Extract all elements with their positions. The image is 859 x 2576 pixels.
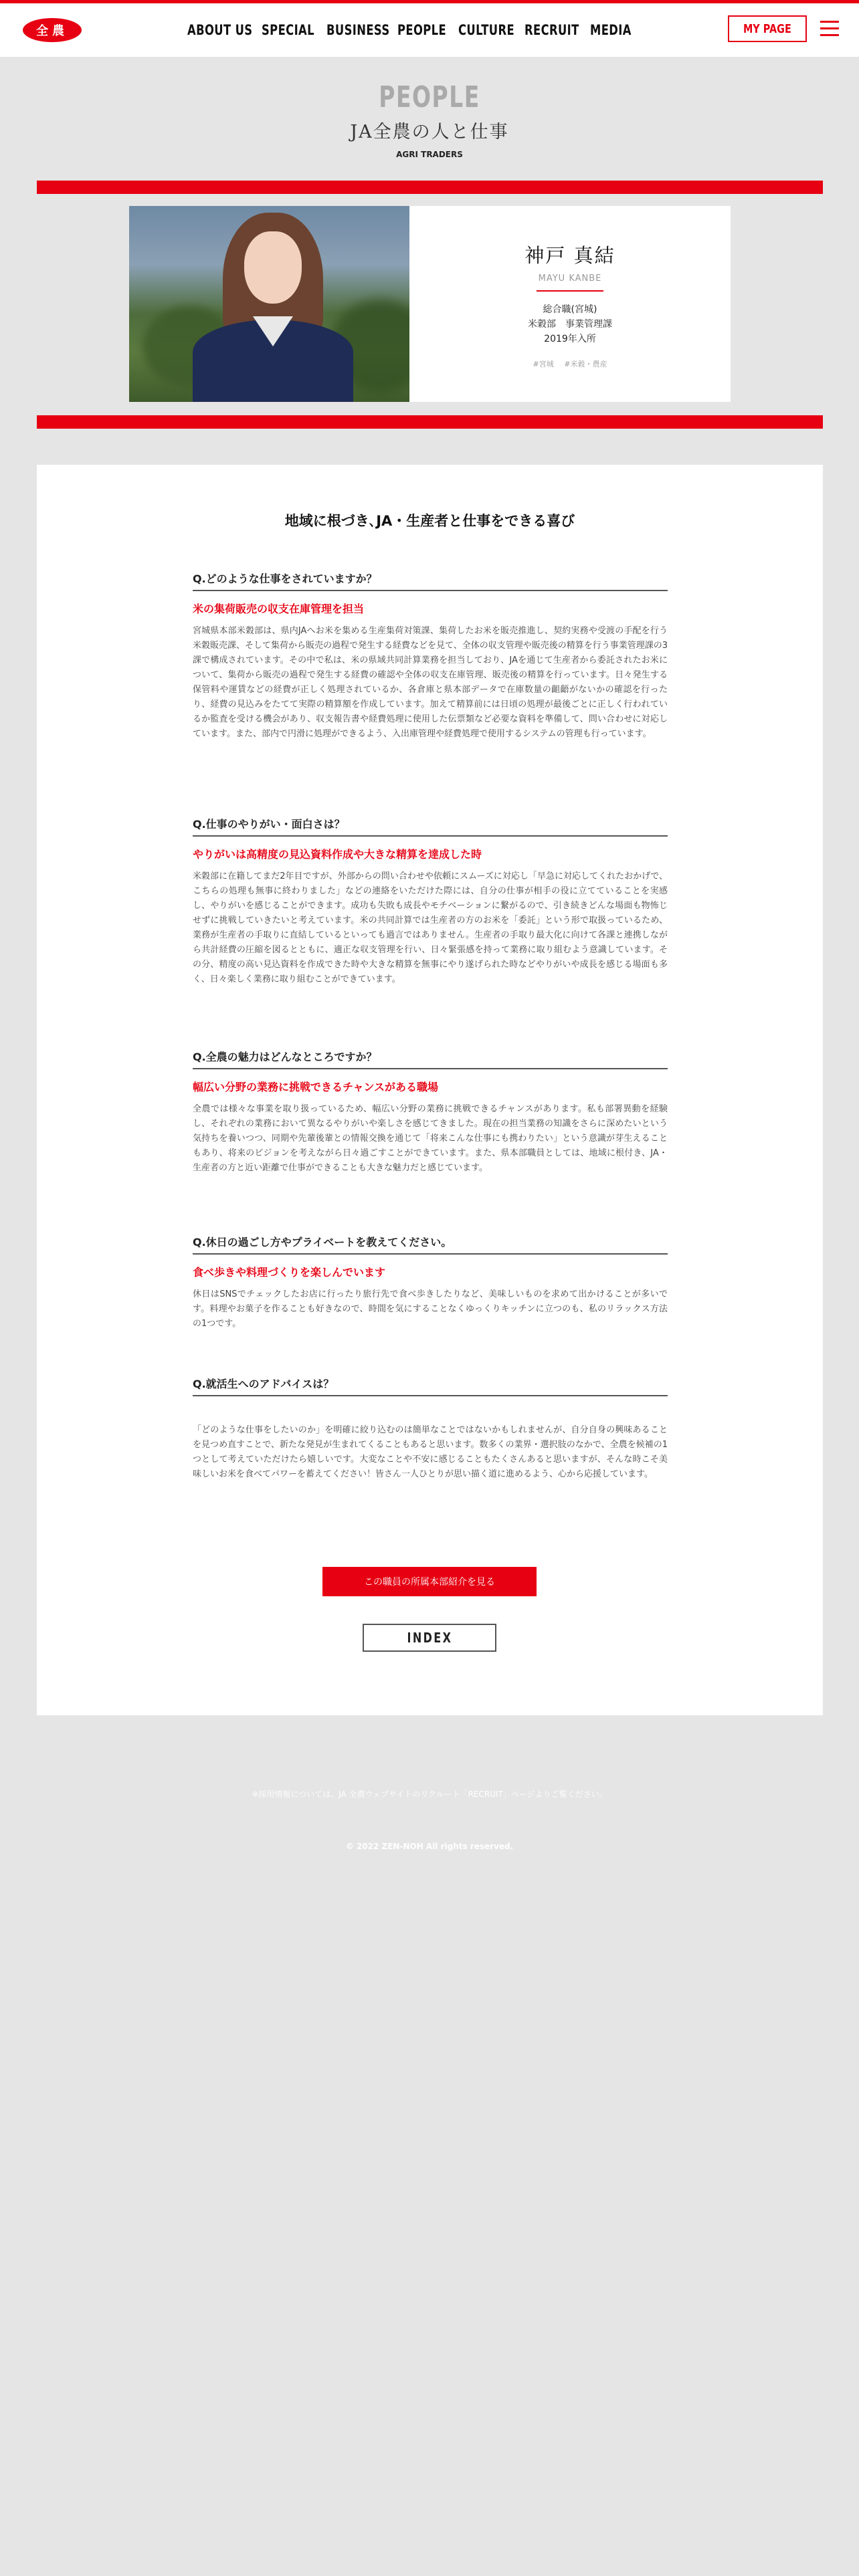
nav-recruit[interactable]: RECRUIT <box>524 22 579 38</box>
question-5: Q.就活生へのアドバイスは？ <box>193 1376 668 1396</box>
page-title-jp: JA全農の人と仕事 <box>350 122 509 142</box>
staff-name: 神戸 真結 <box>524 244 615 267</box>
page-heading <box>0 80 859 159</box>
mypage-label: MY PAGE <box>743 21 791 36</box>
answer-body-5: 「どのような仕事をしたいのか」を明確に絞り込むのは簡単なことではないかもしれませんが、自分自身の興味あることを見つめ直すことで、新たな発見が生まれてくることもあると思います。数多くの業界・選択肢のなかで、全農を候補の1つとして考えていただけたら嬉しいです。大変なことや不安に感じることもたくさんあると思いますが、そんな時こそ美味しいお米を食べてパワーを蓄えてください！皆さん一人ひとりが思い描く道に進めるよう、心から応援しています。 <box>193 1425 668 1479</box>
staff-department: 米穀部 事業管理課 <box>528 319 612 330</box>
question-3: Q.全農の魅力はどんなところですか？ <box>193 1049 668 1069</box>
index-label: INDEX <box>407 1630 452 1646</box>
tag-miyagi[interactable]: #宮城 <box>533 360 554 368</box>
answer-heading-4: 食べ歩きや料理づくりを楽しんでいます <box>193 1266 386 1279</box>
page-subtitle: AGRI TRADERS <box>396 150 463 159</box>
answer-body-1: 宮城県本部米穀部は、県内JAへお米を集める生産集荷対策課、集荷したお米を販売推進し、契約実務や受渡の手配を行う米穀販売課、そして集荷から販売の過程で発生する経費などを見て、全体の収支管理や販売後の精算を行う事業管理課の3課で構成されています。その中で私は、米の県域共同計算業務を担当しており、JAを通じて生産者から委託されたお米について、集荷から販売の過程で発生する経費の確認や全体の収支在庫管理、販売後の精算を行っています。日々発生する保管料や運賃などの経費が正しく処理されているか、各倉庫と県本部データで在庫数量の齟齬がないかの確認を行ったり、経費の見込みをたてて実際の精算額を作成しています。加えて精算前には日頃の処理が最後ごとに正しく行われているか監査を受ける機会があり、収支報告書や経費処理に使用した伝票類など必要な資料を準備して、問い合わせに対応しています。また、部内で円滑に処理ができるよう、入出庫管理や経費処理で使用するシステムの管理も行っています。 <box>193 626 668 739</box>
global-nav <box>187 22 644 42</box>
answer-body-2: 米穀部に在籍してまだ2年目ですが、外部からの問い合わせや依頼にスムーズに対応し「早急に対応してくれたおかげで、こちらの処理も無事に終わりました」などの連絡をいただけた際には、自分の仕事が相手の役に立てていることを実感し、やりがいを感じることができます。成功も失敗も成長やモチベーションに繋がるので、引き続きどんな場面も物怖じせずに挑戦していきたいと考えています。米の共同計算では生産者の方のお米を「委託」という形で取扱っているため、業務が生産者の手取りに直結しているといっても過言ではありません。生産者の手取り最大化に向けて各課と連携しながら共計経費の圧縮を図るとともに、適正な収支管理を行い、日々緊張感を持って業務に取り組むよう意識しています。その分、精度の高い見込資料を作成できた時や大きな精算を無事にやり遂げられた時などやりがいや成長を感じる場面も多く、日々楽しく業務に取り組むことができています。 <box>193 871 668 984</box>
index-button[interactable] <box>363 1624 496 1652</box>
staff-tags <box>409 358 731 369</box>
nav-culture[interactable]: CULTURE <box>458 22 515 38</box>
footer-note: ※採用情報については、JA 全農ウェブサイトのリクルート「RECRUIT」ページよりご覧ください。 <box>252 1790 607 1799</box>
page-title-en: PEOPLE <box>379 80 480 114</box>
answer-heading-2: やりがいは高精度の見込資料作成や大きな精算を達成した時 <box>193 848 482 861</box>
zennoh-logo[interactable]: 全農 <box>23 18 82 42</box>
qa-block-2 <box>193 816 668 987</box>
qa-block-5 <box>193 1376 668 1482</box>
nav-people[interactable]: PEOPLE <box>397 22 447 38</box>
nav-special[interactable]: SPECIAL <box>262 22 314 38</box>
qa-block-3 <box>193 1049 668 1176</box>
question-2: Q.仕事のやりがい・面白さは？ <box>193 816 668 837</box>
name-underline <box>537 290 603 292</box>
staff-name-roman: MAYU KANBE <box>538 274 602 284</box>
site-header <box>0 3 859 57</box>
staff-job-type: 総合職(宮城) <box>543 304 597 315</box>
red-band-bottom <box>37 415 823 429</box>
hamburger-menu-icon[interactable] <box>820 21 839 37</box>
interview-content <box>37 465 823 1715</box>
question-4: Q.休日の過ごし方やプライベートを教えてください。 <box>193 1234 668 1255</box>
nav-about-us[interactable]: ABOUT US <box>187 22 253 38</box>
department-intro-button[interactable]: この職員の所属本部紹介を見る <box>322 1567 537 1596</box>
nav-media[interactable]: MEDIA <box>590 22 632 38</box>
profile-card <box>129 206 731 402</box>
question-1: Q.どのような仕事をされていますか？ <box>193 570 668 591</box>
mypage-button[interactable] <box>728 15 807 42</box>
qa-block-1 <box>193 570 668 742</box>
red-band-top <box>37 181 823 194</box>
answer-heading-1: 米の集荷販売の収支在庫管理を担当 <box>193 603 365 615</box>
footer-copyright: © 2022 ZEN-NOH All rights reserved. <box>345 1842 514 1851</box>
tag-rice[interactable]: #米穀・農産 <box>564 360 607 368</box>
staff-joined: 2019年入所 <box>544 334 596 344</box>
answer-body-3: 全農では様々な事業を取り扱っているため、幅広い分野の業務に挑戦できるチャンスがあります。私も部署異動を経験し、それぞれの業務において異なるやりがいや楽しさを感じてきました。現在の担当業務の知識をさらに深めたいという気持ちを養いつつ、同期や先輩後輩との情報交換を通じて「将来こんな仕事にも携わりたい」という意識が芽生えることもあり、将来のビジョンを考えながら日々過ごすことができています。また、県本部職員としては、地域に根付き、JA・生産者の方と近い距離で仕事ができることも大きな魅力だと感じています。 <box>193 1104 668 1173</box>
interview-title: 地域に根づき､JA・生産者と仕事をできる喜び <box>284 513 575 529</box>
nav-business[interactable]: BUSINESS <box>326 22 390 38</box>
qa-block-4 <box>193 1234 668 1331</box>
answer-heading-3: 幅広い分野の業務に挑戦できるチャンスがある職場 <box>193 1081 439 1093</box>
profile-info <box>409 206 731 402</box>
answer-body-4: 休日はSNSでチェックしたお店に行ったり旅行先で食べ歩きしたりなど、美味しいものを求めて出かけることが多いです。料理やお菓子を作ることも好きなので、時間を気にすることなくゆっくりキッチンに立つのも、私のリラックス方法の1つです。 <box>193 1289 668 1329</box>
staff-photo <box>129 206 409 402</box>
